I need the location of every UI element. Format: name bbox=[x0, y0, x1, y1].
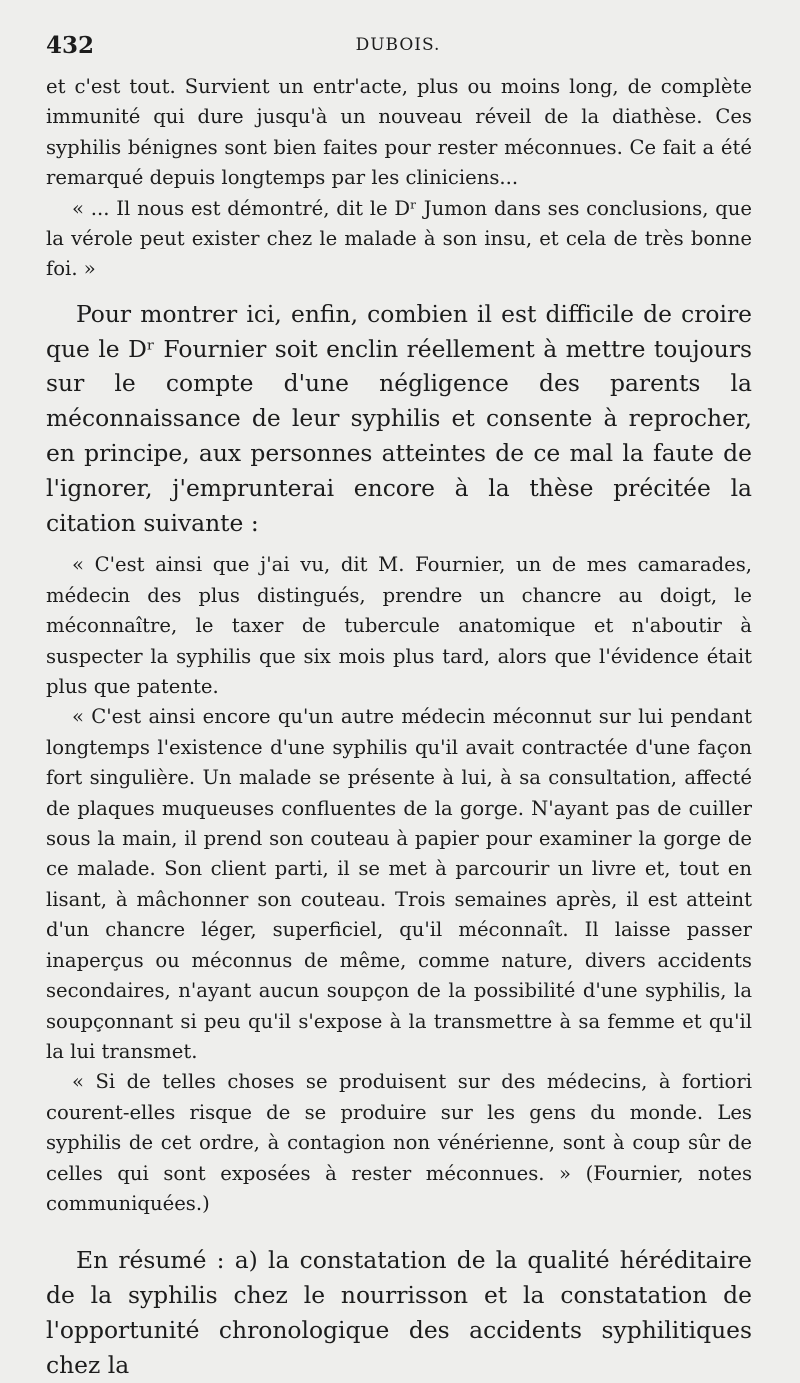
paragraph-fournier-quote-1: « C'est ainsi que j'ai vu, dit M. Fournier, un de mes camarades, médecin des plus distingués, prendre un chancre au doigt, le méconnaître, le taxer de tubercule anatomique et n'aboutir à suspecter la syphilis que six mois plus tard, alors que l'évidence était plus que patente. bbox=[46, 553, 752, 699]
paragraph-summary: En résumé : a) la constatation de la qualité héréditaire de la syphilis chez le nourrisson et la constatation de l'opportunité chronologique des accidents syphilitiques chez la bbox=[46, 1246, 752, 1379]
paragraph-quote-continuation: et c'est tout. Survient un entr'acte, plus ou moins long, de complète immunité qui dure jusqu'à un nouveau réveil de la diathèse. Ces syphilis bénignes sont bien faites pour rester méconnues. Ce fait a été remarqué depuis longtemps par les cliniciens... bbox=[46, 75, 752, 190]
page-header bbox=[46, 32, 750, 64]
paragraph-jumon-quote: « ... Il nous est démontré, dit le Dʳ Jumon dans ses conclusions, que la vérole peut exister chez le malade à son insu, et cela de très bonne foi. » bbox=[46, 196, 752, 281]
paragraph-fournier-quote-3: « Si de telles choses se produisent sur des médecins, à fortiori courent-elles risque de se produire sur les gens du monde. Les syphilis de cet ordre, à contagion non vénérienne, sont à coup sûr de celles qui sont exposées à rester méconnues. » (Fournier, notes communiquées.) bbox=[46, 1070, 752, 1215]
running-title: DUBOIS. bbox=[355, 35, 441, 55]
paragraph-fournier-quote-2: « C'est ainsi encore qu'un autre médecin méconnut sur lui pendant longtemps l'existence d'une syphilis qu'il avait contractée d'une façon fort singulière. Un malade se présente à lui, à sa consultation, affecté de plaques muqueuses confluentes de la gorge. N'ayant pas de cuiller sous la main, il prend son couteau à papier pour examiner la gorge de ce malade. Son client parti, il se met à parcourir un livre et, tout en lisant, à mâchonner son couteau. Trois semaines après, il est atteint d'un chancre léger, superficiel, qu'il méconnaît. Il laisse passer inaperçus ou méconnus de même, comme nature, divers accidents secondaires, n'ayant aucun soupçon de la possibilité d'une syphilis, la soupçonnant si peu qu'il s'expose à la transmettre à sa femme et qu'il la lui transmet. bbox=[46, 705, 752, 1063]
paragraph-fournier-argument: Pour montrer ici, enfin, combien il est difficile de croire que le Dʳ Fournier soit enclin réellement à mettre toujours sur le compte d'une négligence des parents la méconnaissance de leur syphilis et consente à reprocher, en principe, aux personnes atteintes de ce mal la faute de l'ignorer, j'emprunterai encore à la thèse précitée la citation suivante : bbox=[46, 299, 752, 537]
page-number: 432 bbox=[46, 32, 95, 59]
page-body bbox=[46, 72, 752, 1383]
